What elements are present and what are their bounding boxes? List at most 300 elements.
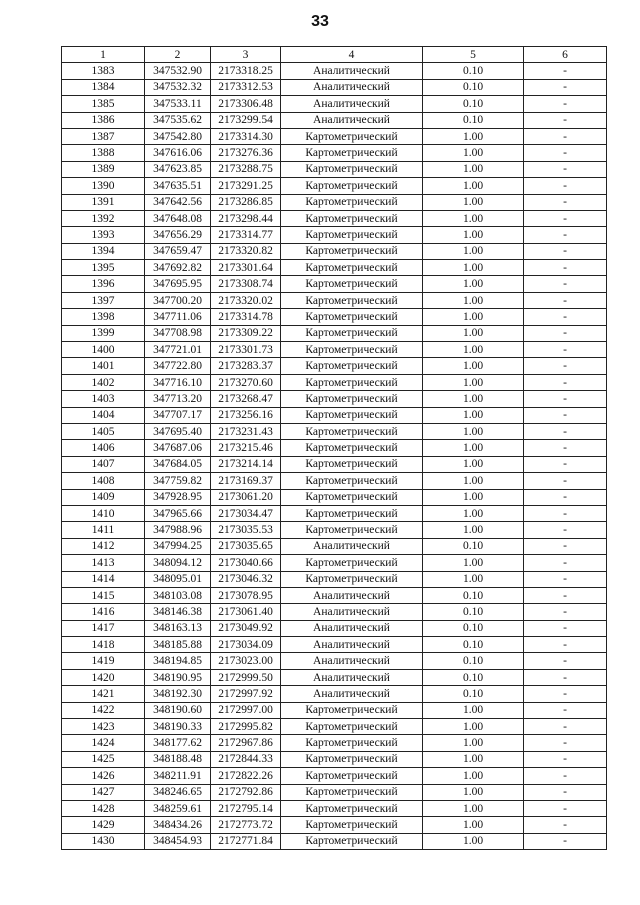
note-cell: - [524,178,607,194]
y-coordinate-cell: 2173169.37 [211,473,281,489]
table-row [62,473,607,489]
point-number-cell: 1401 [62,358,145,374]
method-cell: Картометрический [281,473,423,489]
x-coordinate-cell: 347532.32 [145,79,211,95]
table-header [62,47,607,63]
accuracy-cell: 1.00 [423,505,524,521]
point-number-cell: 1387 [62,128,145,144]
note-cell: - [524,227,607,243]
y-coordinate-cell: 2173034.47 [211,505,281,521]
y-coordinate-cell: 2173061.20 [211,489,281,505]
point-number-cell: 1419 [62,653,145,669]
accuracy-cell: 1.00 [423,489,524,505]
method-cell: Картометрический [281,260,423,276]
table-row [62,768,607,784]
accuracy-cell: 1.00 [423,210,524,226]
y-coordinate-cell: 2172967.86 [211,735,281,751]
accuracy-cell: 1.00 [423,719,524,735]
column-header-4: 4 [281,47,423,63]
note-cell: - [524,800,607,816]
point-number-cell: 1402 [62,374,145,390]
method-cell: Аналитический [281,669,423,685]
table-row [62,620,607,636]
y-coordinate-cell: 2173299.54 [211,112,281,128]
point-number-cell: 1386 [62,112,145,128]
point-number-cell: 1399 [62,325,145,341]
table-row [62,374,607,390]
note-cell: - [524,276,607,292]
note-cell: - [524,96,607,112]
y-coordinate-cell: 2173283.37 [211,358,281,374]
method-cell: Картометрический [281,489,423,505]
method-cell: Картометрический [281,128,423,144]
note-cell: - [524,440,607,456]
y-coordinate-cell: 2173314.30 [211,128,281,144]
point-number-cell: 1398 [62,309,145,325]
method-cell: Аналитический [281,637,423,653]
accuracy-cell: 1.00 [423,440,524,456]
note-cell: - [524,587,607,603]
y-coordinate-cell: 2173215.46 [211,440,281,456]
method-cell: Аналитический [281,96,423,112]
table-row [62,342,607,358]
x-coordinate-cell: 347692.82 [145,260,211,276]
table-row [62,637,607,653]
point-number-cell: 1403 [62,391,145,407]
y-coordinate-cell: 2173314.77 [211,227,281,243]
method-cell: Аналитический [281,79,423,95]
point-number-cell: 1390 [62,178,145,194]
method-cell: Картометрический [281,309,423,325]
accuracy-cell: 1.00 [423,325,524,341]
x-coordinate-cell: 347659.47 [145,243,211,259]
point-number-cell: 1418 [62,637,145,653]
table-row [62,210,607,226]
y-coordinate-cell: 2173308.74 [211,276,281,292]
y-coordinate-cell: 2172999.50 [211,669,281,685]
x-coordinate-cell: 347616.06 [145,145,211,161]
x-coordinate-cell: 347542.80 [145,128,211,144]
note-cell: - [524,702,607,718]
y-coordinate-cell: 2173270.60 [211,374,281,390]
note-cell: - [524,784,607,800]
x-coordinate-cell: 347928.95 [145,489,211,505]
column-header-2: 2 [145,47,211,63]
point-number-cell: 1395 [62,260,145,276]
y-coordinate-cell: 2173034.09 [211,637,281,653]
x-coordinate-cell: 347988.96 [145,522,211,538]
method-cell: Картометрический [281,440,423,456]
x-coordinate-cell: 348190.60 [145,702,211,718]
point-number-cell: 1411 [62,522,145,538]
method-cell: Картометрический [281,358,423,374]
point-number-cell: 1413 [62,555,145,571]
method-cell: Картометрический [281,407,423,423]
note-cell: - [524,309,607,325]
table-row [62,833,607,849]
y-coordinate-cell: 2173231.43 [211,423,281,439]
x-coordinate-cell: 347533.11 [145,96,211,112]
point-number-cell: 1429 [62,817,145,833]
method-cell: Картометрический [281,161,423,177]
note-cell: - [524,669,607,685]
x-coordinate-cell: 347635.51 [145,178,211,194]
note-cell: - [524,128,607,144]
y-coordinate-cell: 2173301.73 [211,342,281,358]
method-cell: Картометрический [281,735,423,751]
table-row [62,669,607,685]
table-row [62,751,607,767]
method-cell: Картометрический [281,800,423,816]
accuracy-cell: 1.00 [423,292,524,308]
y-coordinate-cell: 2172773.72 [211,817,281,833]
x-coordinate-cell: 348192.30 [145,686,211,702]
point-number-cell: 1430 [62,833,145,849]
y-coordinate-cell: 2173318.25 [211,63,281,79]
accuracy-cell: 1.00 [423,194,524,210]
method-cell: Картометрический [281,325,423,341]
y-coordinate-cell: 2173312.53 [211,79,281,95]
y-coordinate-cell: 2172995.82 [211,719,281,735]
y-coordinate-cell: 2173040.66 [211,555,281,571]
x-coordinate-cell: 347623.85 [145,161,211,177]
point-number-cell: 1404 [62,407,145,423]
note-cell: - [524,79,607,95]
point-number-cell: 1392 [62,210,145,226]
x-coordinate-cell: 347687.06 [145,440,211,456]
point-number-cell: 1422 [62,702,145,718]
note-cell: - [524,620,607,636]
accuracy-cell: 0.10 [423,79,524,95]
point-number-cell: 1408 [62,473,145,489]
point-number-cell: 1394 [62,243,145,259]
column-header-6: 6 [524,47,607,63]
point-number-cell: 1428 [62,800,145,816]
accuracy-cell: 1.00 [423,342,524,358]
note-cell: - [524,735,607,751]
note-cell: - [524,325,607,341]
x-coordinate-cell: 347695.95 [145,276,211,292]
table-row [62,79,607,95]
table-row [62,784,607,800]
accuracy-cell: 1.00 [423,555,524,571]
method-cell: Картометрический [281,292,423,308]
table-row [62,505,607,521]
table-row [62,63,607,79]
note-cell: - [524,555,607,571]
x-coordinate-cell: 347713.20 [145,391,211,407]
x-coordinate-cell: 348211.91 [145,768,211,784]
x-coordinate-cell: 347965.66 [145,505,211,521]
column-header-5: 5 [423,47,524,63]
x-coordinate-cell: 347716.10 [145,374,211,390]
point-number-cell: 1425 [62,751,145,767]
y-coordinate-cell: 2173061.40 [211,604,281,620]
method-cell: Картометрический [281,456,423,472]
x-coordinate-cell: 347700.20 [145,292,211,308]
table-row [62,145,607,161]
method-cell: Картометрический [281,243,423,259]
point-number-cell: 1414 [62,571,145,587]
note-cell: - [524,194,607,210]
point-number-cell: 1384 [62,79,145,95]
point-number-cell: 1412 [62,538,145,554]
note-cell: - [524,145,607,161]
table-body [62,63,607,850]
point-number-cell: 1426 [62,768,145,784]
x-coordinate-cell: 348434.26 [145,817,211,833]
note-cell: - [524,719,607,735]
note-cell: - [524,374,607,390]
note-cell: - [524,342,607,358]
y-coordinate-cell: 2173320.82 [211,243,281,259]
table-row [62,358,607,374]
accuracy-cell: 1.00 [423,702,524,718]
point-number-cell: 1415 [62,587,145,603]
method-cell: Аналитический [281,112,423,128]
x-coordinate-cell: 347994.25 [145,538,211,554]
page-number: 33 [311,13,329,30]
note-cell: - [524,571,607,587]
note-cell: - [524,391,607,407]
note-cell: - [524,63,607,79]
method-cell: Аналитический [281,686,423,702]
note-cell: - [524,358,607,374]
y-coordinate-cell: 2172771.84 [211,833,281,849]
method-cell: Аналитический [281,63,423,79]
point-number-cell: 1393 [62,227,145,243]
x-coordinate-cell: 348103.08 [145,587,211,603]
y-coordinate-cell: 2172822.26 [211,768,281,784]
method-cell: Картометрический [281,817,423,833]
x-coordinate-cell: 348246.65 [145,784,211,800]
method-cell: Картометрический [281,210,423,226]
table-row [62,735,607,751]
note-cell: - [524,751,607,767]
x-coordinate-cell: 347642.56 [145,194,211,210]
accuracy-cell: 1.00 [423,145,524,161]
y-coordinate-cell: 2173301.64 [211,260,281,276]
y-coordinate-cell: 2173256.16 [211,407,281,423]
accuracy-cell: 1.00 [423,833,524,849]
accuracy-cell: 0.10 [423,587,524,603]
note-cell: - [524,653,607,669]
accuracy-cell: 1.00 [423,800,524,816]
note-cell: - [524,538,607,554]
method-cell: Картометрический [281,342,423,358]
y-coordinate-cell: 2173288.75 [211,161,281,177]
point-number-cell: 1407 [62,456,145,472]
y-coordinate-cell: 2172844.33 [211,751,281,767]
point-number-cell: 1383 [62,63,145,79]
method-cell: Картометрический [281,276,423,292]
accuracy-cell: 1.00 [423,227,524,243]
accuracy-cell: 1.00 [423,473,524,489]
method-cell: Картометрический [281,833,423,849]
table-row [62,309,607,325]
point-number-cell: 1409 [62,489,145,505]
y-coordinate-cell: 2172792.86 [211,784,281,800]
accuracy-cell: 1.00 [423,735,524,751]
note-cell: - [524,817,607,833]
x-coordinate-cell: 348177.62 [145,735,211,751]
table-row [62,456,607,472]
x-coordinate-cell: 348190.33 [145,719,211,735]
table-row [62,260,607,276]
note-cell: - [524,456,607,472]
note-cell: - [524,505,607,521]
method-cell: Аналитический [281,587,423,603]
table-row [62,489,607,505]
point-number-cell: 1391 [62,194,145,210]
table-row [62,292,607,308]
accuracy-cell: 1.00 [423,423,524,439]
x-coordinate-cell: 347708.98 [145,325,211,341]
x-coordinate-cell: 348454.93 [145,833,211,849]
accuracy-cell: 1.00 [423,391,524,407]
accuracy-cell: 1.00 [423,456,524,472]
y-coordinate-cell: 2173268.47 [211,391,281,407]
table-row [62,178,607,194]
point-number-cell: 1388 [62,145,145,161]
accuracy-cell: 0.10 [423,620,524,636]
point-number-cell: 1385 [62,96,145,112]
point-number-cell: 1410 [62,505,145,521]
accuracy-cell: 0.10 [423,653,524,669]
note-cell: - [524,292,607,308]
y-coordinate-cell: 2172795.14 [211,800,281,816]
note-cell: - [524,161,607,177]
x-coordinate-cell: 348190.95 [145,669,211,685]
table-row [62,571,607,587]
y-coordinate-cell: 2173306.48 [211,96,281,112]
note-cell: - [524,489,607,505]
table-row [62,587,607,603]
table-row [62,440,607,456]
note-cell: - [524,407,607,423]
table-row [62,555,607,571]
x-coordinate-cell: 348163.13 [145,620,211,636]
table-row [62,522,607,538]
x-coordinate-cell: 347707.17 [145,407,211,423]
column-header-3: 3 [211,47,281,63]
coordinates-table [61,46,607,850]
x-coordinate-cell: 347535.62 [145,112,211,128]
x-coordinate-cell: 347695.40 [145,423,211,439]
table-row [62,112,607,128]
y-coordinate-cell: 2173291.25 [211,178,281,194]
point-number-cell: 1406 [62,440,145,456]
y-coordinate-cell: 2173309.22 [211,325,281,341]
table-row [62,391,607,407]
point-number-cell: 1389 [62,161,145,177]
method-cell: Аналитический [281,604,423,620]
accuracy-cell: 1.00 [423,522,524,538]
method-cell: Картометрический [281,391,423,407]
x-coordinate-cell: 347711.06 [145,309,211,325]
note-cell: - [524,637,607,653]
note-cell: - [524,260,607,276]
method-cell: Картометрический [281,178,423,194]
x-coordinate-cell: 348094.12 [145,555,211,571]
table-row [62,96,607,112]
y-coordinate-cell: 2173320.02 [211,292,281,308]
method-cell: Картометрический [281,571,423,587]
x-coordinate-cell: 348185.88 [145,637,211,653]
accuracy-cell: 1.00 [423,178,524,194]
point-number-cell: 1420 [62,669,145,685]
y-coordinate-cell: 2173298.44 [211,210,281,226]
point-number-cell: 1424 [62,735,145,751]
column-header-1: 1 [62,47,145,63]
y-coordinate-cell: 2173276.36 [211,145,281,161]
note-cell: - [524,112,607,128]
method-cell: Картометрический [281,784,423,800]
table-row [62,276,607,292]
x-coordinate-cell: 348259.61 [145,800,211,816]
method-cell: Картометрический [281,374,423,390]
note-cell: - [524,210,607,226]
table-row [62,423,607,439]
x-coordinate-cell: 348146.38 [145,604,211,620]
y-coordinate-cell: 2173078.95 [211,587,281,603]
x-coordinate-cell: 347722.80 [145,358,211,374]
table-row [62,194,607,210]
table-row [62,719,607,735]
x-coordinate-cell: 347532.90 [145,63,211,79]
table-row [62,243,607,259]
accuracy-cell: 1.00 [423,784,524,800]
method-cell: Аналитический [281,538,423,554]
accuracy-cell: 0.10 [423,686,524,702]
note-cell: - [524,423,607,439]
table-row [62,538,607,554]
note-cell: - [524,243,607,259]
table-row [62,817,607,833]
y-coordinate-cell: 2173214.14 [211,456,281,472]
point-number-cell: 1421 [62,686,145,702]
method-cell: Картометрический [281,145,423,161]
point-number-cell: 1397 [62,292,145,308]
note-cell: - [524,768,607,784]
accuracy-cell: 0.10 [423,63,524,79]
accuracy-cell: 1.00 [423,309,524,325]
y-coordinate-cell: 2173023.00 [211,653,281,669]
y-coordinate-cell: 2173314.78 [211,309,281,325]
y-coordinate-cell: 2173286.85 [211,194,281,210]
point-number-cell: 1400 [62,342,145,358]
point-number-cell: 1405 [62,423,145,439]
x-coordinate-cell: 348095.01 [145,571,211,587]
method-cell: Картометрический [281,505,423,521]
x-coordinate-cell: 347656.29 [145,227,211,243]
note-cell: - [524,522,607,538]
point-number-cell: 1423 [62,719,145,735]
accuracy-cell: 0.10 [423,669,524,685]
y-coordinate-cell: 2172997.92 [211,686,281,702]
table-row [62,161,607,177]
note-cell: - [524,473,607,489]
table-row [62,604,607,620]
method-cell: Аналитический [281,620,423,636]
note-cell: - [524,604,607,620]
table-row [62,702,607,718]
point-number-cell: 1427 [62,784,145,800]
accuracy-cell: 1.00 [423,243,524,259]
accuracy-cell: 1.00 [423,276,524,292]
method-cell: Картометрический [281,227,423,243]
method-cell: Картометрический [281,555,423,571]
